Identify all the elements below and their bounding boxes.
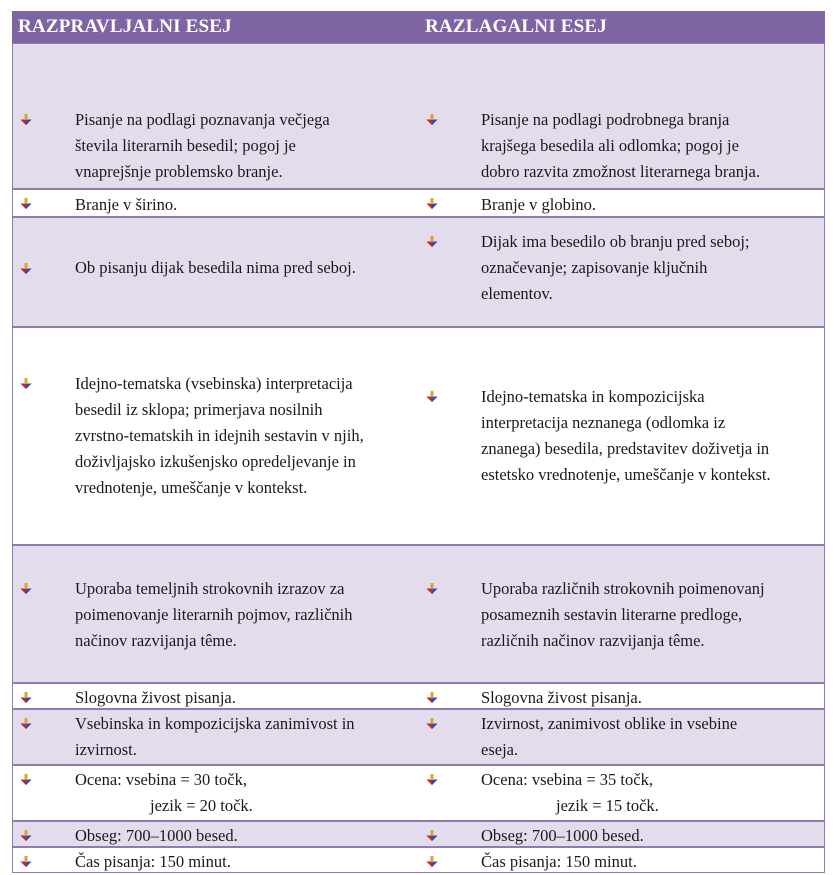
cell-argumentative — [13, 546, 419, 682]
arrow-bullet-icon — [426, 583, 438, 595]
text-line: jezik = 15 točk. — [556, 796, 659, 815]
cell-text — [481, 767, 816, 819]
cell-expository — [419, 44, 824, 188]
cell-text — [481, 685, 816, 711]
table-header — [12, 11, 825, 43]
table-row — [12, 545, 825, 683]
arrow-bullet-icon — [20, 583, 32, 595]
cell-text — [75, 255, 411, 281]
cell-text — [75, 823, 411, 849]
text-line: Idejno-tematska (vsebinska) interpretacija — [75, 374, 353, 393]
cell-expository — [419, 546, 824, 682]
text-line: Pisanje na podlagi poznavanja večjega — [75, 110, 330, 129]
cell-text — [75, 685, 411, 711]
cell-argumentative — [13, 848, 419, 872]
text-line: elementov. — [481, 284, 553, 303]
cell-text — [481, 192, 816, 218]
text-line: poimenovanje literarnih pojmov, različnih — [75, 605, 353, 624]
table-row — [12, 217, 825, 327]
cell-text — [481, 576, 816, 654]
cell-text — [75, 576, 411, 654]
arrow-bullet-icon — [426, 718, 438, 730]
arrow-bullet-icon — [426, 830, 438, 842]
text-line: zvrstno-tematskih in idejnih sestavin v njih, — [75, 426, 364, 445]
arrow-bullet-icon — [426, 692, 438, 704]
text-line: števila literarnih besedil; pogoj je — [75, 136, 296, 155]
text-line: različnih načinov razvijanja tême. — [481, 631, 705, 650]
cell-text — [75, 107, 411, 185]
table-row — [12, 327, 825, 545]
table-row — [12, 43, 825, 189]
cell-expository — [419, 822, 824, 846]
cell-expository — [419, 328, 824, 544]
header-left: RAZPRAVLJALNI ESEJ — [18, 16, 232, 37]
cell-argumentative — [13, 328, 419, 544]
text-line: doživljajsko izkušenjsko opredeljevanje in — [75, 452, 356, 471]
cell-argumentative — [13, 710, 419, 764]
arrow-bullet-icon — [426, 391, 438, 403]
arrow-bullet-icon — [20, 378, 32, 390]
text-line: znanega) besedila, predstavitev doživetja in — [481, 439, 770, 458]
cell-argumentative — [13, 190, 419, 216]
text-line: Čas pisanja: 150 minut. — [481, 852, 637, 871]
arrow-bullet-icon — [20, 856, 32, 868]
cell-text — [481, 384, 816, 488]
arrow-bullet-icon — [426, 114, 438, 126]
text-line: Dijak ima besedilo ob branju pred seboj; — [481, 232, 750, 251]
text-line: Branje v globino. — [481, 195, 597, 214]
text-line: izvirnost. — [75, 740, 137, 759]
cell-argumentative — [13, 684, 419, 708]
cell-argumentative — [13, 44, 419, 188]
text-line: Slogovna živost pisanja. — [481, 688, 642, 707]
text-line: posameznih sestavin literarne predloge, — [481, 605, 743, 624]
arrow-bullet-icon — [426, 236, 438, 248]
cell-text — [481, 107, 816, 185]
table-row — [12, 821, 825, 847]
text-line: dobro razvita zmožnost literarnega branja. — [481, 162, 761, 181]
table-row — [12, 765, 825, 821]
text-line: Uporaba temeljnih strokovnih izrazov za — [75, 579, 345, 598]
text-line: Čas pisanja: 150 minut. — [75, 852, 231, 871]
table-row — [12, 683, 825, 709]
text-line: načinov razvijanja tême. — [75, 631, 237, 650]
text-line: interpretacija neznanega (odlomka iz — [481, 413, 726, 432]
text-line: jezik = 20 točk. — [150, 796, 253, 815]
cell-text — [481, 711, 816, 763]
header-right: RAZLAGALNI ESEJ — [425, 16, 607, 37]
text-line: Ob pisanju dijak besedila nima pred seboj. — [75, 258, 356, 277]
cell-text — [75, 192, 411, 218]
arrow-bullet-icon — [426, 856, 438, 868]
text-line: Ocena: vsebina = 30 točk, — [75, 770, 247, 789]
text-line: estetsko vrednotenje, umeščanje v kontekst. — [481, 465, 771, 484]
cell-text — [75, 767, 411, 819]
cell-expository — [419, 710, 824, 764]
arrow-bullet-icon — [20, 774, 32, 786]
table-row — [12, 709, 825, 765]
arrow-bullet-icon — [20, 830, 32, 842]
text-line: Branje v širino. — [75, 195, 178, 214]
arrow-bullet-icon — [426, 198, 438, 210]
text-line: Idejno-tematska in kompozicijska — [481, 387, 705, 406]
arrow-bullet-icon — [20, 114, 32, 126]
cell-argumentative — [13, 218, 419, 326]
text-line: Vsebinska in kompozicijska zanimivost in — [75, 714, 355, 733]
cell-text — [75, 711, 411, 763]
text-line: Pisanje na podlagi podrobnega branja — [481, 110, 730, 129]
table-row — [12, 189, 825, 217]
cell-argumentative — [13, 766, 419, 820]
text-line: krajšega besedila ali odlomka; pogoj je — [481, 136, 739, 155]
cell-text — [481, 229, 816, 307]
cell-text — [481, 823, 816, 849]
text-line: eseja. — [481, 740, 519, 759]
table-row — [12, 847, 825, 873]
arrow-bullet-icon — [20, 263, 32, 275]
text-line: Obseg: 700–1000 besed. — [75, 826, 238, 845]
arrow-bullet-icon — [426, 774, 438, 786]
text-line: Izvirnost, zanimivost oblike in vsebine — [481, 714, 738, 733]
cell-expository — [419, 848, 824, 872]
arrow-bullet-icon — [20, 718, 32, 730]
cell-expository — [419, 218, 824, 326]
arrow-bullet-icon — [20, 198, 32, 210]
cell-expository — [419, 766, 824, 820]
cell-expository — [419, 190, 824, 216]
text-line: Obseg: 700–1000 besed. — [481, 826, 644, 845]
cell-text — [481, 849, 816, 875]
cell-argumentative — [13, 822, 419, 846]
text-line: vnaprejšnje problemsko branje. — [75, 162, 283, 181]
text-line: Slogovna živost pisanja. — [75, 688, 236, 707]
text-line: Uporaba različnih strokovnih poimenovanj — [481, 579, 765, 598]
cell-expository — [419, 684, 824, 708]
text-line: vrednotenje, umeščanje v kontekst. — [75, 478, 308, 497]
cell-text — [75, 849, 411, 875]
cell-text — [75, 371, 411, 501]
text-line: besedil iz sklopa; primerjava nosilnih — [75, 400, 323, 419]
text-line: Ocena: vsebina = 35 točk, — [481, 770, 653, 789]
arrow-bullet-icon — [20, 692, 32, 704]
text-line: označevanje; zapisovanje ključnih — [481, 258, 708, 277]
